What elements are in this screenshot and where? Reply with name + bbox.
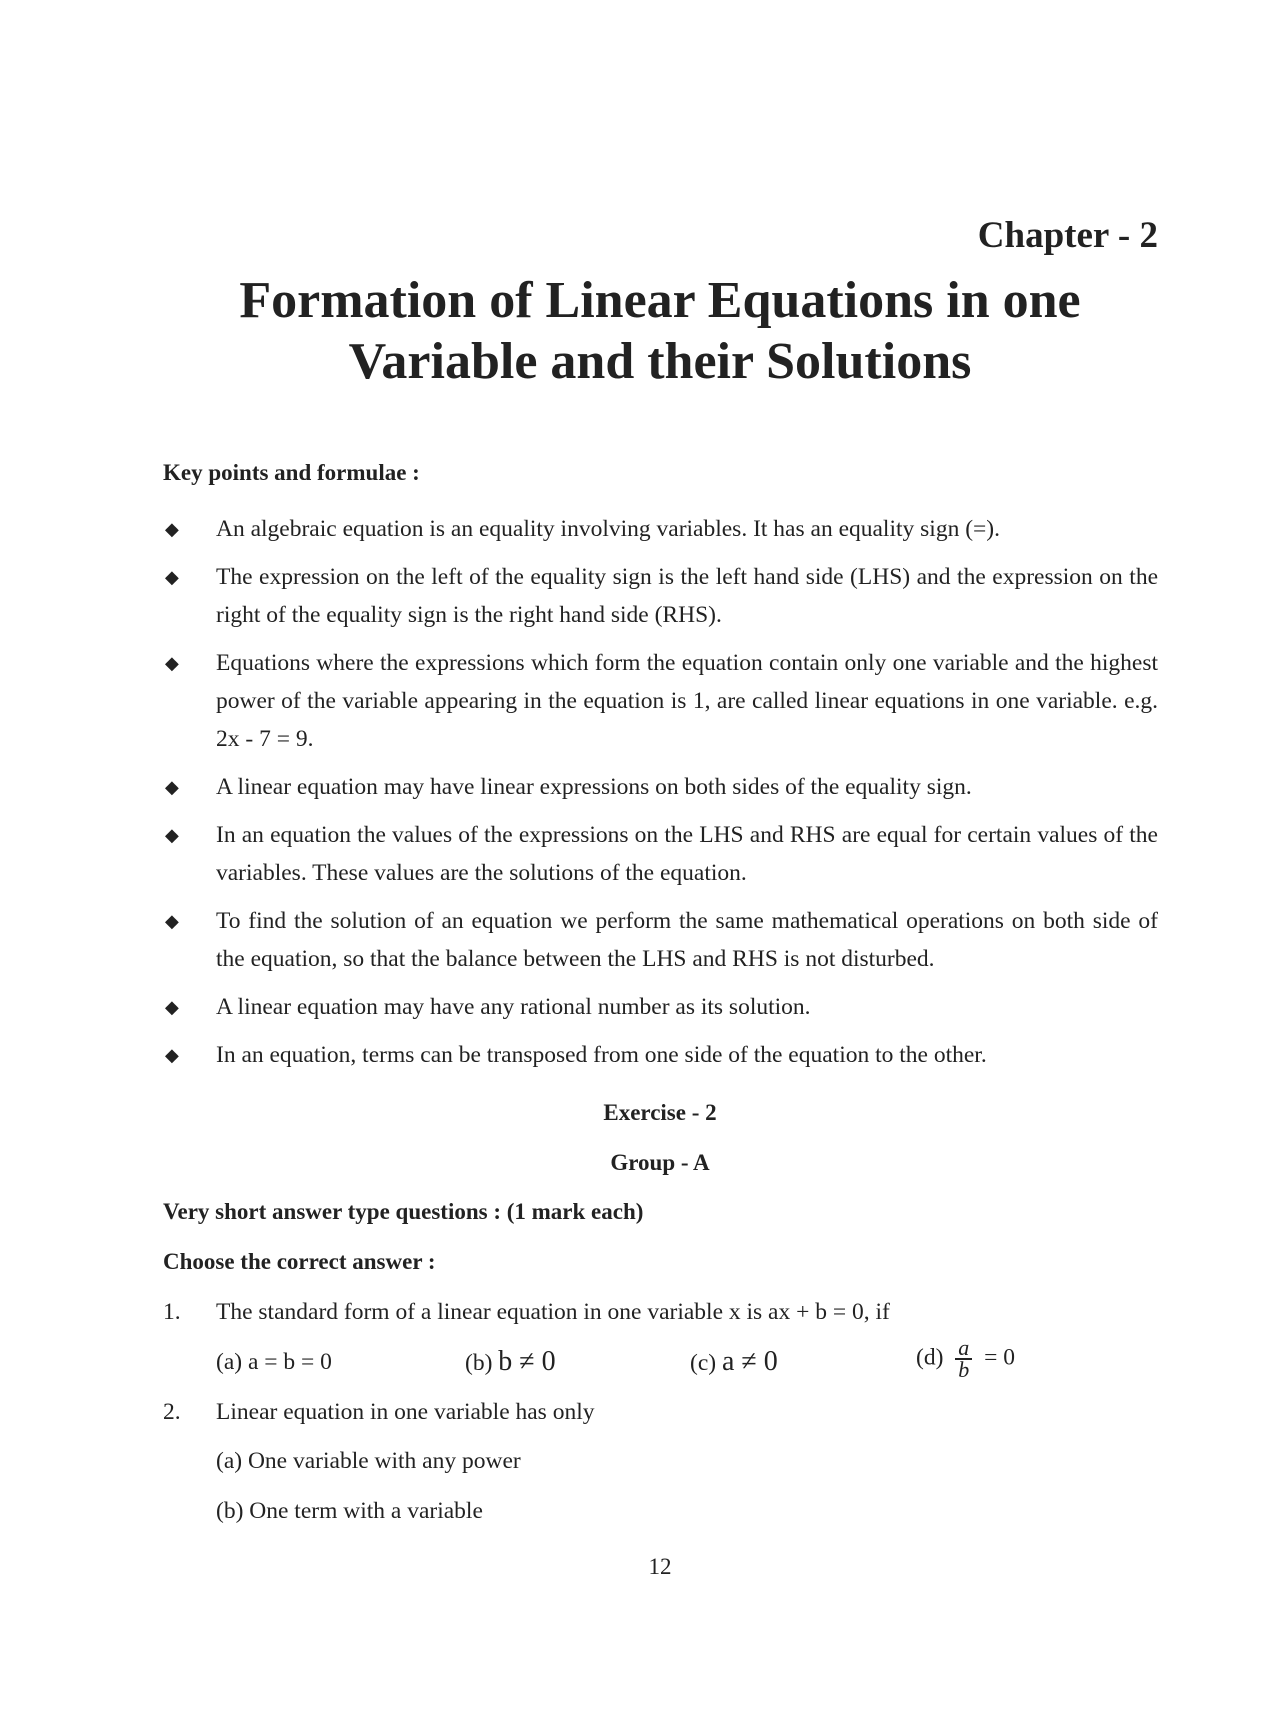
key-point-item [163,768,1158,806]
key-point-item [163,558,1158,634]
q1-option-b [465,1346,556,1379]
key-point-text: A linear equation may have linear expressions on both sides of the equality sign. [216,774,972,800]
chapter-label: Chapter - 2 [977,215,1158,256]
option-c-prefix: (c) [690,1350,722,1376]
chapter-title-line-1: Formation of Linear Equations in one [239,272,1081,329]
exercise-title: Exercise - 2 [603,1100,717,1125]
option-d-suffix: = 0 [984,1344,1016,1371]
key-point-item [163,1036,1158,1074]
key-point-text: The expression on the left of the equality sign is the left hand side (LHS) and the expression on the right of the equality sign is the right hand side (RHS). [216,564,1158,628]
page-number: 12 [648,1554,672,1579]
q2-option-a: (a) One variable with any power [216,1448,521,1474]
option-c-expression: a ≠ 0 [721,1346,778,1377]
key-point-text: In an equation the values of the expressions on the LHS and RHS are equal for certain values of the variables. These values are the solutions of the equation. [216,822,1158,886]
key-point-text: To find the solution of an equation we perform the same mathematical operations on both side of the equation, so that the balance between the LHS and RHS is not disturbed. [216,908,1158,972]
q1-option-a: (a) a = b = 0 [216,1349,332,1375]
diamond-bullet-icon: ◆ [165,777,179,797]
key-point-text: An algebraic equation is an equality involving variables. It has an equality sign (=). [216,516,1000,542]
key-point-text: A linear equation may have any rational number as its solution. [216,994,811,1020]
question-number: 2. [163,1399,181,1425]
diamond-bullet-icon: ◆ [165,567,179,587]
q1-option-c [690,1346,778,1379]
key-point-text: In an equation, terms can be transposed from one side of the equation to the other. [216,1042,987,1068]
q2-option-b: (b) One term with a variable [216,1498,483,1524]
fraction-a-over-b [955,1335,972,1382]
question-number: 1. [163,1299,181,1325]
diamond-bullet-icon: ◆ [165,519,179,539]
key-point-item [163,644,1158,758]
key-point-item [163,816,1158,892]
q1-option-d [916,1335,1016,1382]
key-point-item [163,988,1158,1026]
option-b-expression: b ≠ 0 [498,1346,556,1377]
chapter-title-line-2: Variable and their Solutions [348,333,972,390]
key-point-item [163,510,1158,548]
diamond-bullet-icon: ◆ [165,911,179,931]
option-d-prefix: (d) [916,1344,944,1371]
diamond-bullet-icon: ◆ [165,997,179,1017]
question-text: The standard form of a linear equation in one variable x is ax + b = 0, if [216,1299,890,1325]
fraction-numerator: a [955,1338,972,1360]
question-text: Linear equation in one variable has only [216,1399,595,1425]
diamond-bullet-icon: ◆ [165,653,179,673]
exercise-group: Group - A [610,1150,710,1175]
key-point-item [163,902,1158,978]
question-type-heading: Very short answer type questions : (1 mark each) [163,1199,644,1224]
key-points-list [163,510,1158,1084]
diamond-bullet-icon: ◆ [165,825,179,845]
key-points-heading: Key points and formulae : [163,460,420,485]
diamond-bullet-icon: ◆ [165,1045,179,1065]
instruction-heading: Choose the correct answer : [163,1249,436,1274]
option-b-prefix: (b) [465,1350,499,1376]
chapter-title [160,270,1160,392]
fraction-denominator: b [958,1357,970,1382]
key-point-text: Equations where the expressions which form the equation contain only one variable and the highest power of the variable appearing in the equation is 1, are called linear equations in one variable. e.g. 2x - 7 = 9. [216,650,1158,752]
